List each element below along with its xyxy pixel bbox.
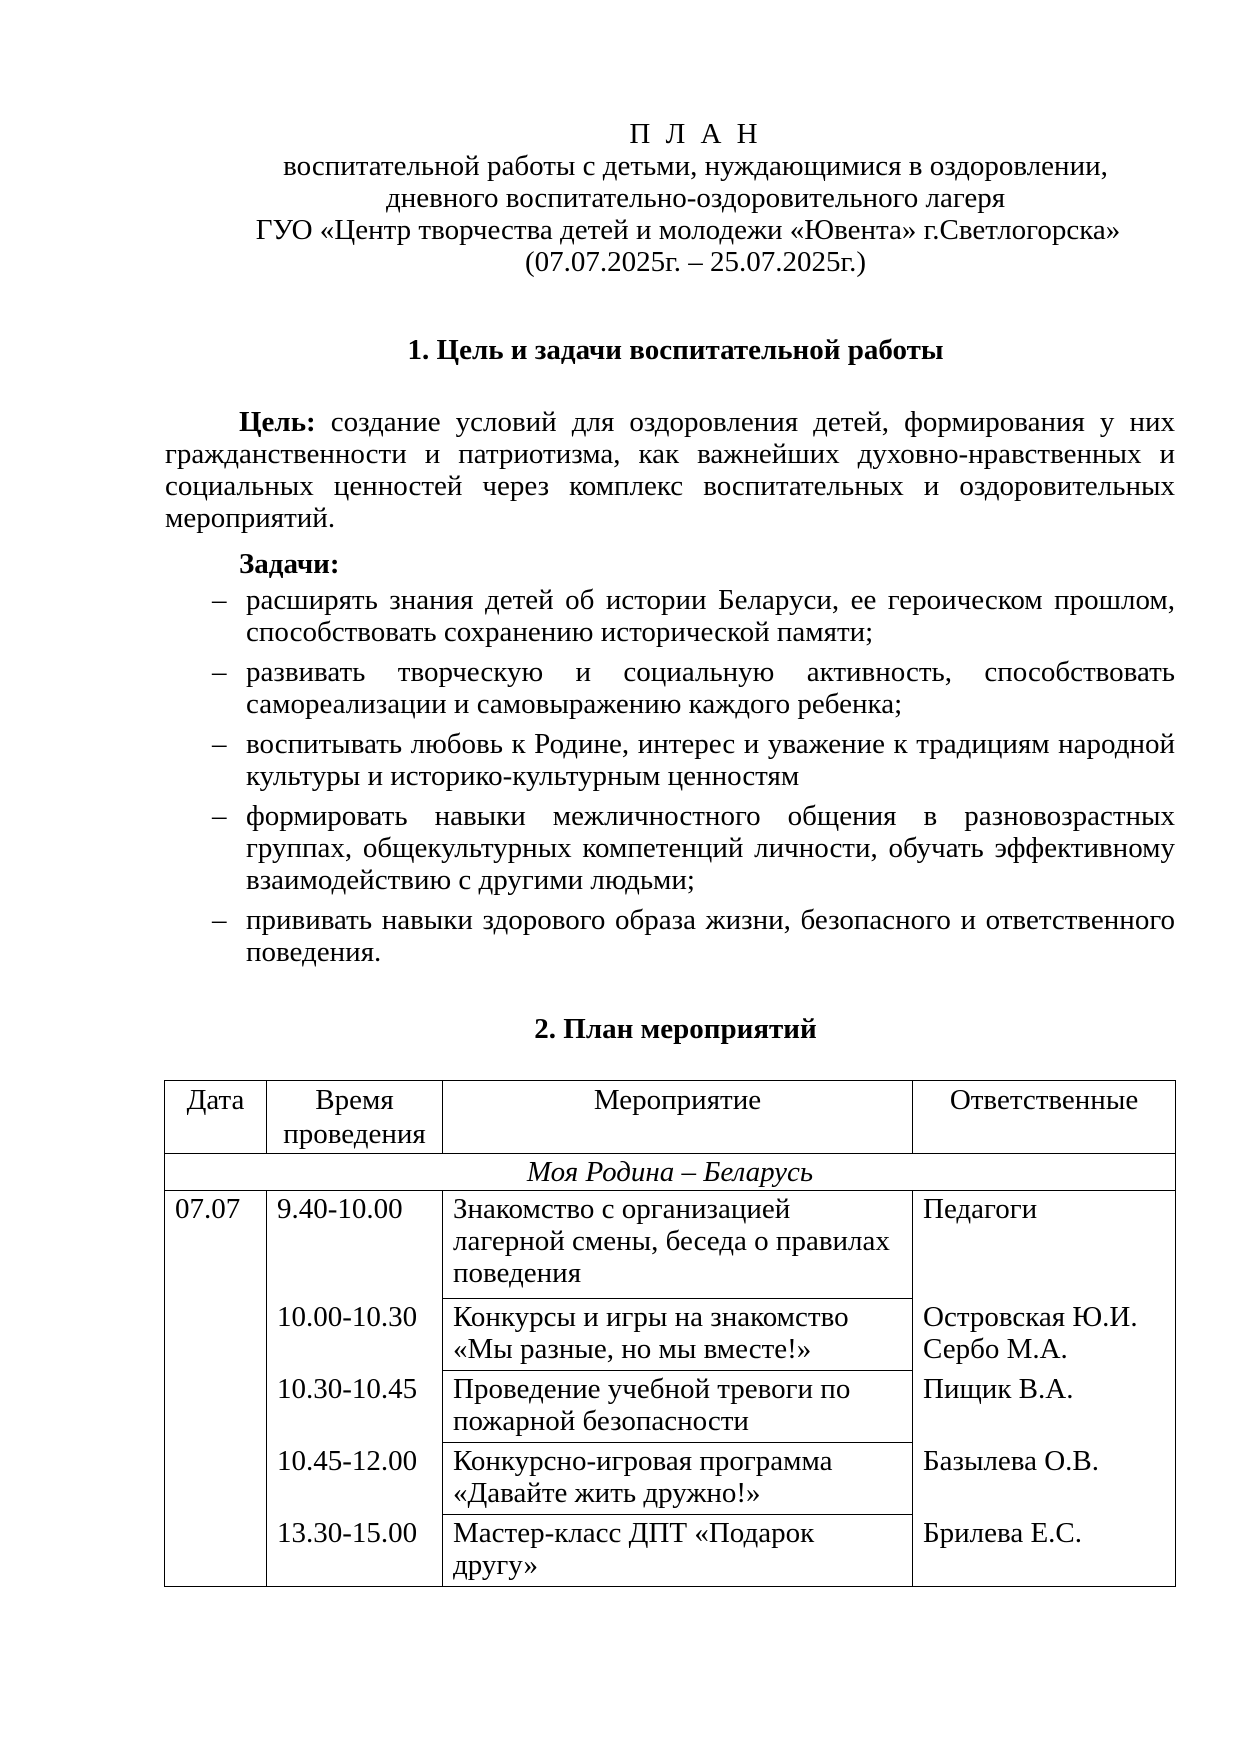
header-responsible: Ответственные <box>913 1081 1176 1154</box>
task-text: развивать творческую и социальную активность, способствовать самореализации и самовыражению каждого ребенка; <box>246 656 1175 720</box>
section-1-heading: 1. Цель и задачи воспитательной работы <box>407 334 944 366</box>
responsible-cell: Пищик В.А. <box>913 1371 1176 1443</box>
event-cell: Мастер-класс ДПТ «Подарок другу» <box>443 1515 913 1587</box>
header-line-1: воспитательной работы с детьми, нуждающимися в оздоровлении, <box>283 150 1108 182</box>
time-cell: 9.40-10.00 <box>267 1191 443 1299</box>
responsible-cell: Брилева Е.С. <box>913 1515 1176 1587</box>
header-line-2: дневного воспитательно-оздоровительного лагеря <box>385 182 1006 214</box>
responsible-cell: Базылева О.В. <box>913 1443 1176 1515</box>
tasks-label: Задачи: <box>239 548 340 580</box>
task-item <box>200 904 1175 968</box>
tasks-list <box>200 584 1175 976</box>
dash-bullet: – <box>212 584 227 616</box>
dash-bullet: – <box>212 800 227 832</box>
task-item <box>200 656 1175 720</box>
task-text: расширять знания детей об истории Беларуси, ее героическом прошлом, способствовать сохранению исторической памяти; <box>246 584 1175 648</box>
document-header <box>0 118 1241 278</box>
task-item <box>200 800 1175 896</box>
dash-bullet: – <box>212 656 227 688</box>
dash-bullet: – <box>212 728 227 760</box>
task-item <box>200 584 1175 648</box>
table-row <box>165 1443 1176 1515</box>
table-row <box>165 1299 1176 1371</box>
time-cell: 13.30-15.00 <box>267 1515 443 1587</box>
goal-paragraph <box>165 406 1175 534</box>
dash-bullet: – <box>212 904 227 936</box>
goal-label: Цель: <box>239 406 316 438</box>
time-cell: 10.00-10.30 <box>267 1299 443 1371</box>
date-cell: 07.07 <box>165 1191 267 1587</box>
table-row <box>165 1515 1176 1587</box>
document-title: П Л А Н <box>629 118 762 150</box>
event-cell: Конкурсы и игры на знакомство «Мы разные, но мы вместе!» <box>443 1299 913 1371</box>
section-2-heading: 2. План мероприятий <box>534 1013 817 1045</box>
section-title: Моя Родина – Беларусь <box>165 1154 1176 1191</box>
responsible-cell: Педагоги <box>913 1191 1176 1299</box>
events-table <box>164 1080 1176 1587</box>
header-event: Мероприятие <box>443 1081 913 1154</box>
event-cell: Знакомство с организацией лагерной смены, беседа о правилах поведения <box>443 1191 913 1299</box>
time-cell: 10.30-10.45 <box>267 1371 443 1443</box>
header-date: Дата <box>165 1081 267 1154</box>
header-time: Время проведения <box>267 1081 443 1154</box>
task-item <box>200 728 1175 792</box>
time-cell: 10.45-12.00 <box>267 1443 443 1515</box>
table-section-row <box>165 1154 1176 1191</box>
header-line-4: (07.07.2025г. – 25.07.2025г.) <box>524 246 867 278</box>
task-text: формировать навыки межличностного общения в разновозрастных группах, общекультурных компетенций личности, обучать эффективному взаимодействию с другими людьми; <box>246 800 1175 896</box>
event-cell: Проведение учебной тревоги по пожарной безопасности <box>443 1371 913 1443</box>
header-line-3: ГУО «Центр творчества детей и молодежи «Ювента» г.Светлогорска» <box>255 214 1121 246</box>
table-row <box>165 1191 1176 1299</box>
responsible-cell: Островская Ю.И. Сербо М.А. <box>913 1299 1176 1371</box>
event-cell: Конкурсно-игровая программа «Давайте жить дружно!» <box>443 1443 913 1515</box>
task-text: прививать навыки здорового образа жизни, безопасного и ответственного поведения. <box>246 904 1175 968</box>
table-row <box>165 1371 1176 1443</box>
goal-text: создание условий для оздоровления детей, формирования у них гражданственности и патриотизма, как важнейших духовно-нравственных и социальных ценностей через комплекс воспитательных и оздоровительных мероприятий. <box>165 406 1175 534</box>
task-text: воспитывать любовь к Родине, интерес и уважение к традициям народной культуры и историко-культурным ценностям <box>246 728 1175 792</box>
table-header-row <box>165 1081 1176 1154</box>
